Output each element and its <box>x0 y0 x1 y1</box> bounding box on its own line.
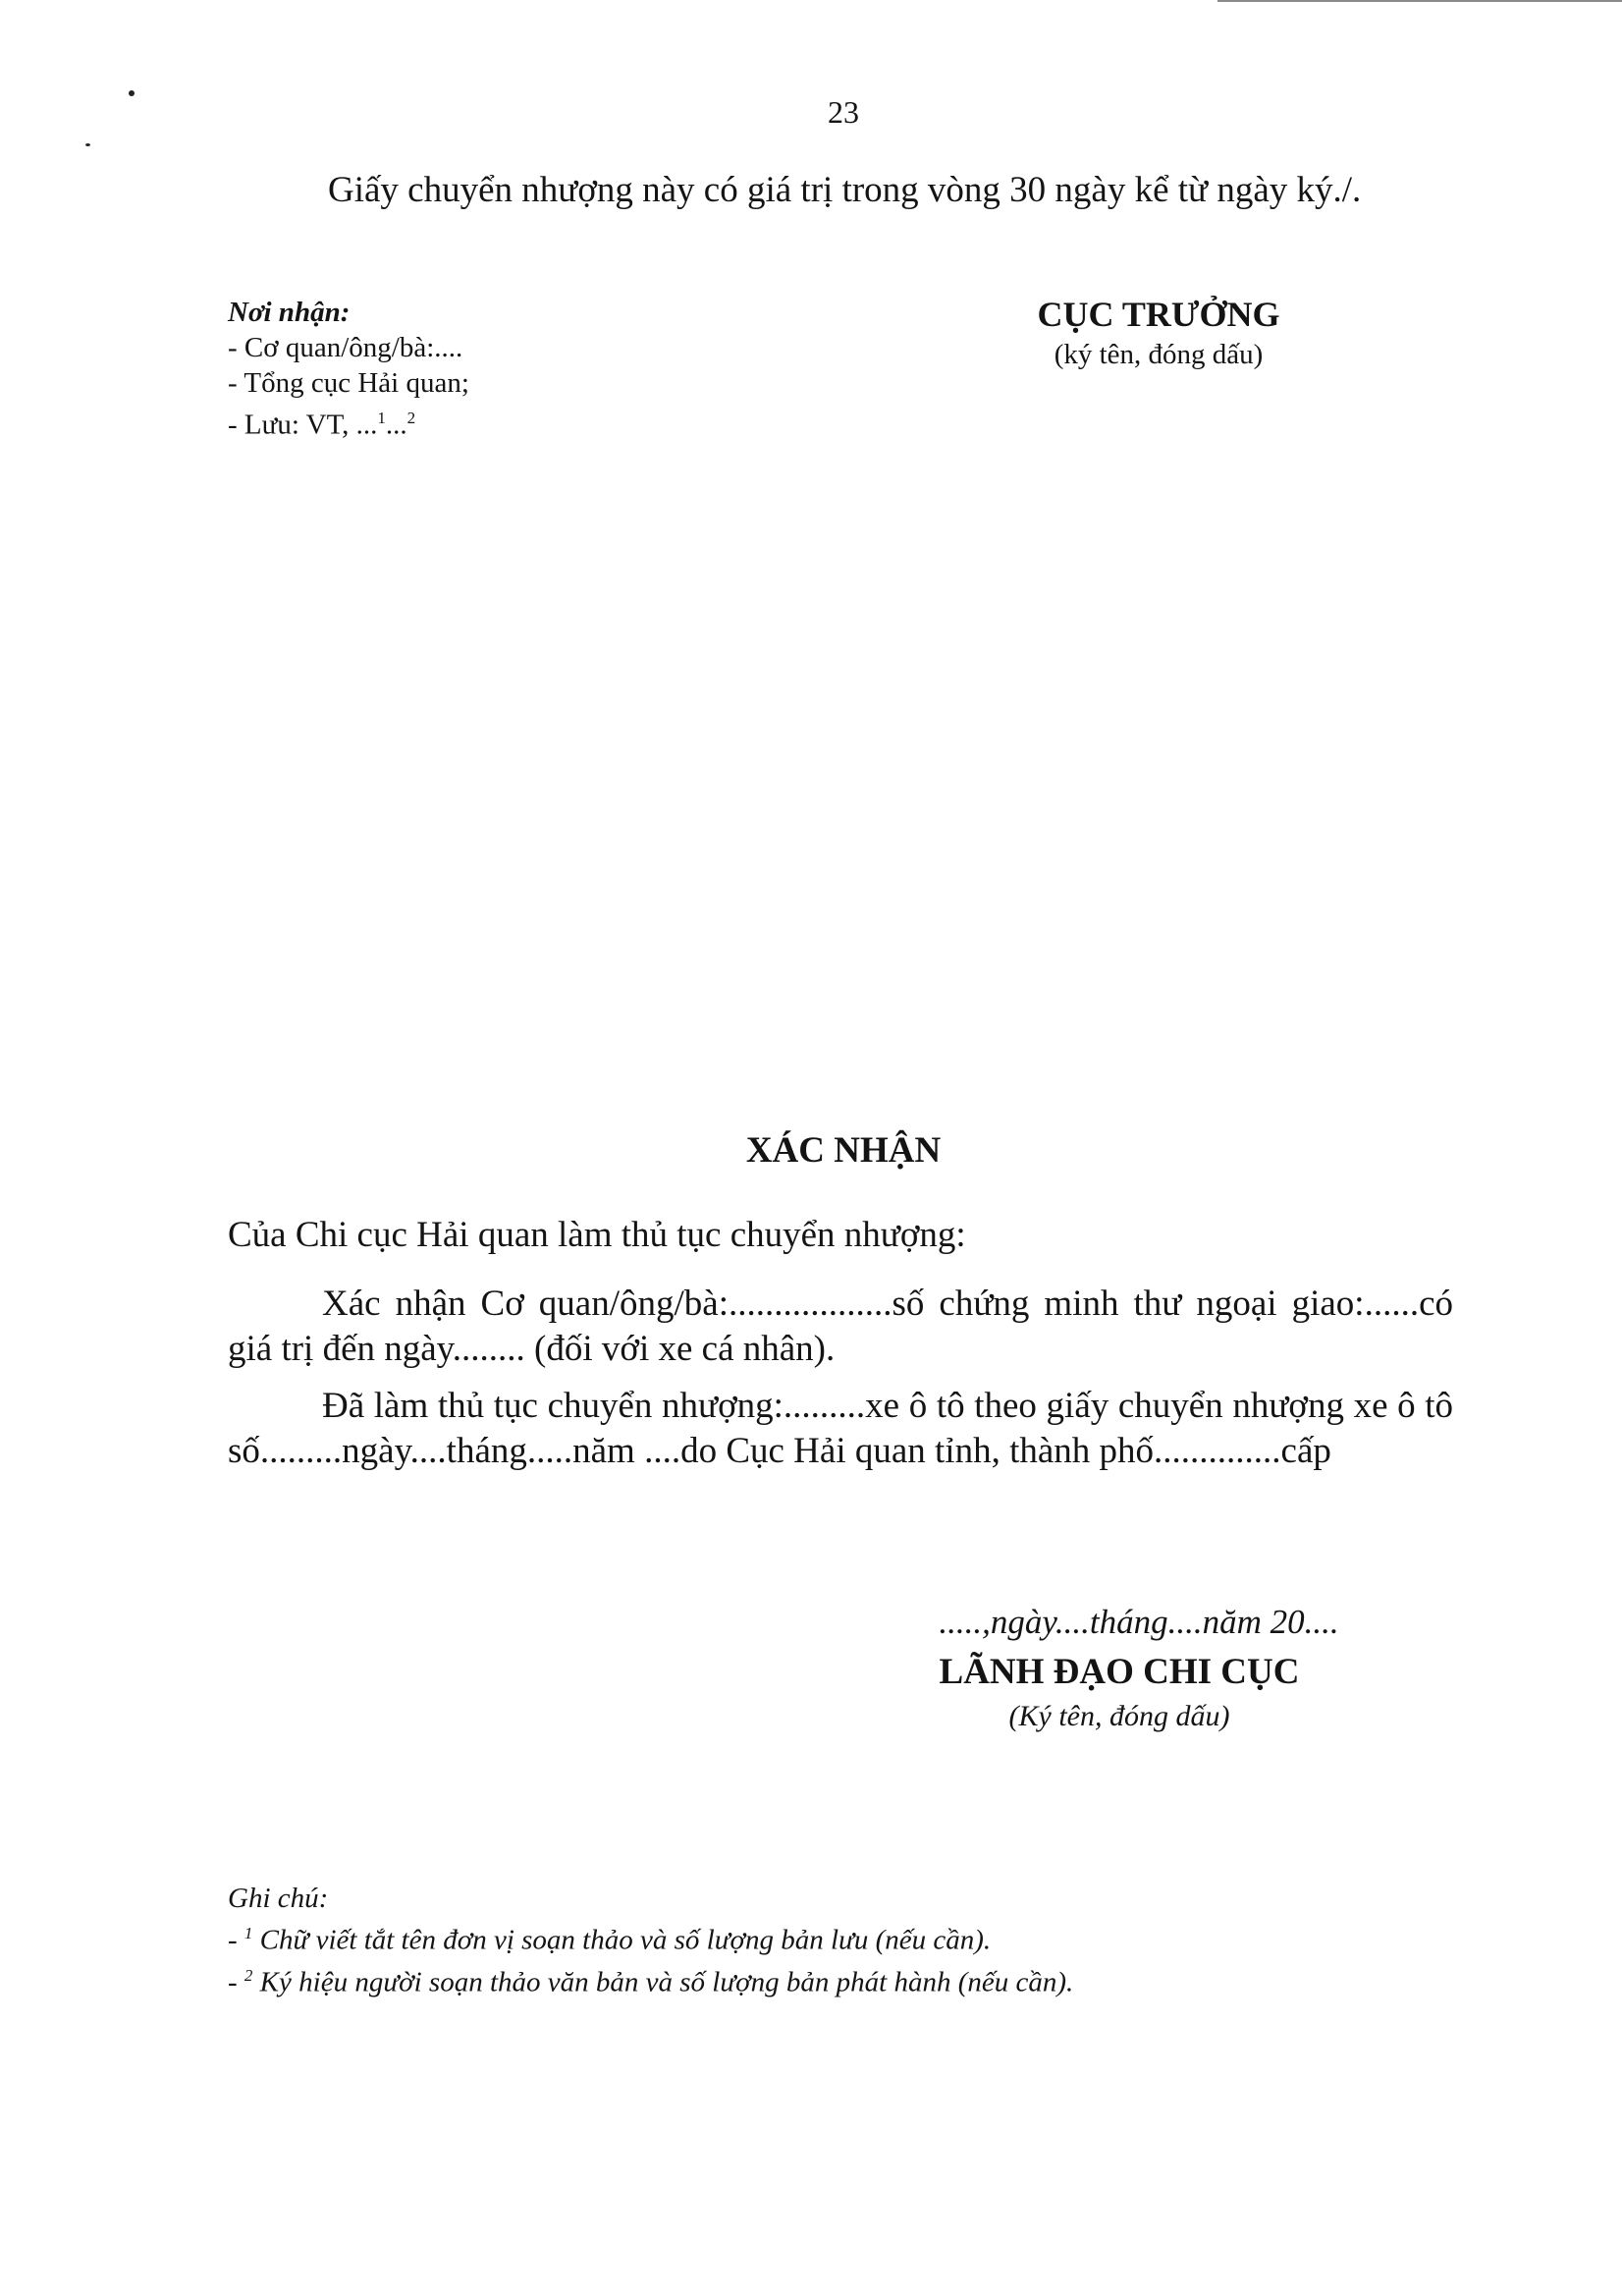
confirmation-intro: Của Chi cục Hải quan làm thủ tục chuyển nhượng: <box>228 1215 966 1255</box>
note-item: - $^1$ Chữ viết tắt tên đơn vị soạn thảo và số lượng bản lưu (nếu cần). <box>228 1924 992 1956</box>
signature-date-line: .....,ngày....tháng....năm 20.... <box>939 1603 1339 1641</box>
recipient-item: - Cơ quan/ông/bà:.... <box>228 332 463 363</box>
page-number: 23 <box>828 94 859 130</box>
recipients-block <box>228 295 469 443</box>
confirmation-title: XÁC NHẬN <box>745 1130 942 1171</box>
recipient-item <box>228 401 469 443</box>
recipients-title: Nơi nhận: <box>228 297 351 328</box>
scan-speck <box>85 143 90 146</box>
note-text: Chữ viết tắt tên đơn vị soạn thảo và số lượng bản lưu (nếu cần). <box>259 1924 992 1956</box>
recipient-item-text: - Lưu: VT, ... <box>228 409 378 441</box>
director-signature-block <box>1011 291 1306 371</box>
footnote-ref: 1 <box>377 409 386 427</box>
confirmation-paragraph <box>228 1282 1453 1372</box>
recipient-item: - Tổng cục Hải quan; <box>228 367 469 399</box>
footnote-number: 1 <box>243 1924 253 1942</box>
director-subtitle: (ký tên, đóng dấu) <box>1054 339 1264 370</box>
confirmation-paragraph-text: Đã làm thủ tục chuyển nhượng:.........xe ô tô theo giấy chuyển nhượng xe ô tô số.........ngày....tháng.....năm ....do Cục Hải quan tỉnh, thành phố..............cấp <box>228 1386 1453 1471</box>
footnote-number: 2 <box>243 1965 253 1985</box>
note-text: Ký hiệu người soạn thảo văn bản và số lượng bản phát hành (nếu cần). <box>259 1966 1074 1998</box>
notes-block <box>228 1881 1073 1999</box>
branch-leader-signature-block <box>785 1599 1453 1734</box>
notes-title: Ghi chú: <box>228 1883 329 1914</box>
validity-statement: Giấy chuyển nhượng này có giá trị trong vòng 30 ngày kể từ ngày ký./. <box>328 170 1362 210</box>
recipient-item-text: ... <box>385 409 407 441</box>
note-item: - $^2$ Ký hiệu người soạn thảo văn bản và số lượng bản phát hành (nếu cần). <box>228 1965 1074 1998</box>
confirmation-paragraph-text: Xác nhận Cơ quan/ông/bà:..................số chứng minh thư ngoại giao:......có giá trị đến ngày........ (đối với xe cá nhân). <box>228 1284 1453 1369</box>
footnote-ref: 2 <box>406 409 416 427</box>
confirmation-paragraph <box>228 1384 1453 1474</box>
branch-leader-title: LÃNH ĐẠO CHI CỤC <box>939 1652 1300 1692</box>
branch-leader-subtitle: (Ký tên, đóng dấu) <box>1008 1700 1230 1732</box>
director-title: CỤC TRƯỞNG <box>1037 295 1280 334</box>
scan-edge-line <box>1217 0 1622 2</box>
